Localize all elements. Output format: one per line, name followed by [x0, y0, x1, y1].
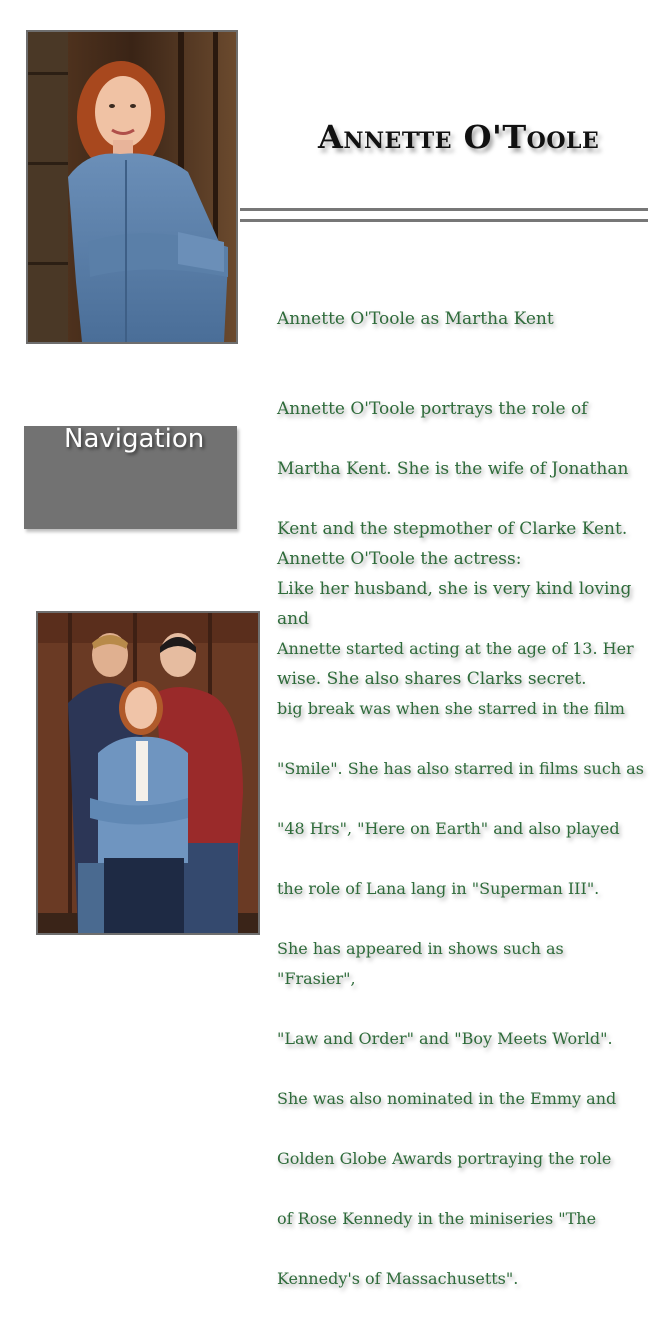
actress-line: Annette started acting at the age of 13. Her — [277, 639, 634, 658]
navigation-panel[interactable] — [24, 426, 237, 529]
portrait-photo — [26, 30, 238, 344]
actress-line: "Law and Order" and "Boy Meets World". — [277, 1029, 613, 1048]
actress-line: She was also nominated in the Emmy and — [277, 1089, 617, 1108]
bio-line: Martha Kent. She is the wife of Jonathan — [277, 459, 629, 479]
actress-line: Golden Globe Awards portraying the role — [277, 1149, 612, 1168]
divider-line — [240, 219, 648, 222]
actress-line: big break was when she starred in the film — [277, 699, 625, 718]
actress-line: of Rose Kennedy in the miniseries "The — [277, 1209, 597, 1228]
section-heading-character: Annette O'Toole as Martha Kent — [277, 309, 554, 329]
bio-line: wise. She also shares Clarks secret. — [277, 669, 587, 689]
family-illustration — [38, 613, 258, 933]
page-title: Annette O'Toole — [318, 118, 600, 156]
section-heading-actress: Annette O'Toole the actress: — [277, 549, 522, 569]
actress-line: "Smile". She has also starred in films such as — [277, 759, 644, 778]
actress-line: She has appeared in shows such as "Frasier", — [277, 939, 564, 988]
actress-line: the role of Lana lang in "Superman III". — [277, 879, 600, 898]
portrait-illustration — [28, 32, 236, 342]
bio-line: Kent and the stepmother of Clarke Kent. — [277, 519, 628, 539]
divider-line — [240, 208, 648, 211]
bio-line: Annette O'Toole portrays the role of — [277, 399, 588, 419]
navigation-label[interactable]: Navigation — [64, 424, 205, 454]
actress-bio-paragraph — [277, 604, 647, 1324]
actress-line: "48 Hrs", "Here on Earth" and also played — [277, 819, 620, 838]
bio-line: Like her husband, she is very kind loving and — [277, 579, 632, 629]
actress-line: Kennedy's of Massachusetts". — [277, 1269, 519, 1288]
family-photo — [36, 611, 260, 935]
